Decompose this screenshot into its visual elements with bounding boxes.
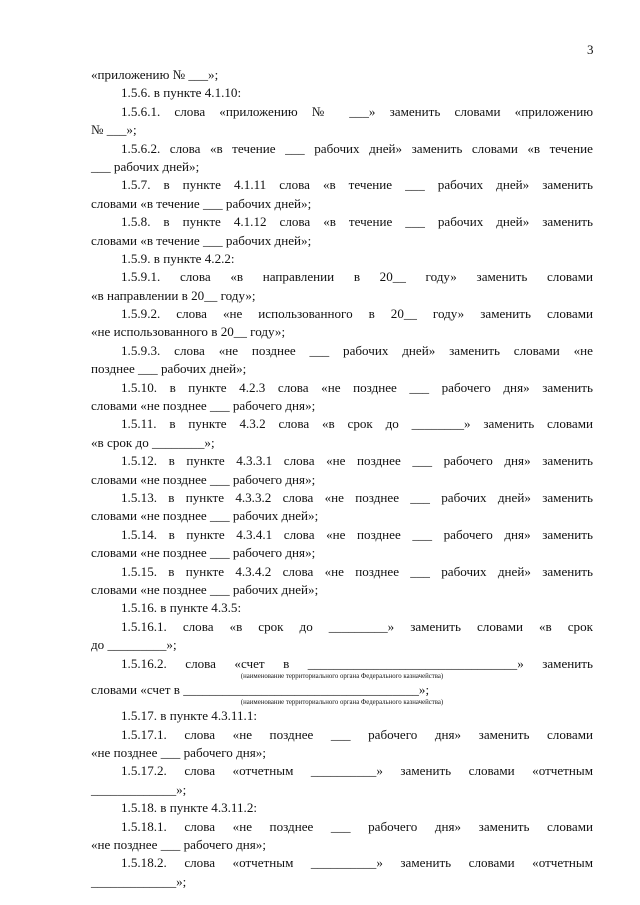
text-line: 1.5.17.1. слова «не позднее ___ рабочего дня» заменить словами: [121, 726, 593, 742]
text-line: 1.5.14. в пункте 4.3.4.1 слова «не позднее ___ рабочего дня» заменить: [121, 526, 593, 542]
text-line: 1.5.11. в пункте 4.3.2 слова «в срок до ________» заменить словами: [121, 416, 593, 432]
text-line: _____________»;: [91, 873, 187, 889]
text-line: «приложению № ___»;: [91, 67, 219, 82]
text-line: 1.5.13. в пункте 4.3.3.2 слова «не позднее ___ рабочих дней» заменить: [121, 489, 593, 505]
text-line: 1.5.8. в пункте 4.1.12 слова «в течение ___ рабочих дней» заменить: [121, 214, 593, 230]
text-line: 1.5.7. в пункте 4.1.11 слова «в течение ___ рабочих дней» заменить: [121, 177, 593, 193]
document-body: [91, 66, 593, 891]
text-line: словами «не позднее ___ рабочих дней»;: [91, 508, 319, 524]
text-line: 1.5.6.2. слова «в течение ___ рабочих дней» заменить словами «в течение: [121, 140, 593, 156]
text-line: 1.5.18.2. слова «отчетным __________» заменить словами «отчетным: [121, 855, 593, 871]
text-line: 1.5.12. в пункте 4.3.3.1 слова «не позднее ___ рабочего дня» заменить: [121, 453, 593, 469]
text-line: 1.5.9. в пункте 4.2.2:: [121, 250, 235, 266]
text-line: до _________»;: [91, 637, 177, 653]
text-line: 1.5.6. в пункте 4.1.10:: [121, 85, 242, 101]
text-line: «не позднее ___ рабочего дня»;: [91, 745, 266, 761]
text-line: 1.5.18. в пункте 4.3.11.2:: [121, 800, 258, 816]
text-line: «в направлении в 20__ году»;: [91, 287, 256, 303]
text-line: 1.5.16. в пункте 4.3.5:: [121, 600, 242, 616]
text-line: 1.5.16.2. слова «счет в ________________________________» заменить: [121, 655, 593, 671]
text-line: словами «не позднее ___ рабочих дней»;: [91, 581, 319, 597]
text-line: ___ рабочих дней»;: [91, 158, 200, 174]
text-line: словами «в течение ___ рабочих дней»;: [91, 195, 312, 211]
text-line: 1.5.15. в пункте 4.3.4.2 слова «не позднее ___ рабочих дней» заменить: [121, 563, 593, 579]
text-line: 1.5.9.2. слова «не использованного в 20__ году» заменить словами: [121, 306, 593, 322]
text-line: 1.5.9.1. слова «в направлении в 20__ году» заменить словами: [121, 269, 593, 285]
text-line: _____________»;: [91, 781, 187, 797]
text-line: словами «счет в ____________________________________»;: [91, 681, 430, 697]
text-line: «не использованного в 20__ году»;: [91, 324, 286, 340]
field-caption: (наименование территориального органа Федерального казначейства): [240, 699, 444, 707]
page-number: 3: [587, 42, 594, 57]
text-line: 1.5.17. в пункте 4.3.11.1:: [121, 708, 258, 724]
text-line: 1.5.10. в пункте 4.2.3 слова «не позднее ___ рабочего дня» заменить: [121, 379, 593, 395]
text-line: 1.5.6.1. слова «приложению № ___» заменить словами «приложению: [121, 103, 593, 119]
text-line: 1.5.18.1. слова «не позднее ___ рабочего дня» заменить словами: [121, 818, 593, 834]
text-line: 1.5.9.3. слова «не позднее ___ рабочих дней» заменить словами «не: [121, 342, 593, 358]
field-caption: (наименование территориального органа Федерального казначейства): [240, 672, 444, 680]
text-line: 1.5.17.2. слова «отчетным __________» заменить словами «отчетным: [121, 763, 593, 779]
text-line: № ___»;: [91, 122, 137, 138]
text-line: «в срок до ________»;: [91, 434, 215, 450]
text-line: словами «не позднее ___ рабочего дня»;: [91, 545, 316, 561]
text-line: «не позднее ___ рабочего дня»;: [91, 837, 266, 853]
text-line: словами «не позднее ___ рабочего дня»;: [91, 471, 316, 487]
text-line: 1.5.16.1. слова «в срок до _________» заменить словами «в срок: [121, 618, 593, 634]
text-line: позднее ___ рабочих дней»;: [91, 361, 247, 377]
text-line: словами «не позднее ___ рабочего дня»;: [91, 398, 316, 414]
text-line: словами «в течение ___ рабочих дней»;: [91, 232, 312, 248]
